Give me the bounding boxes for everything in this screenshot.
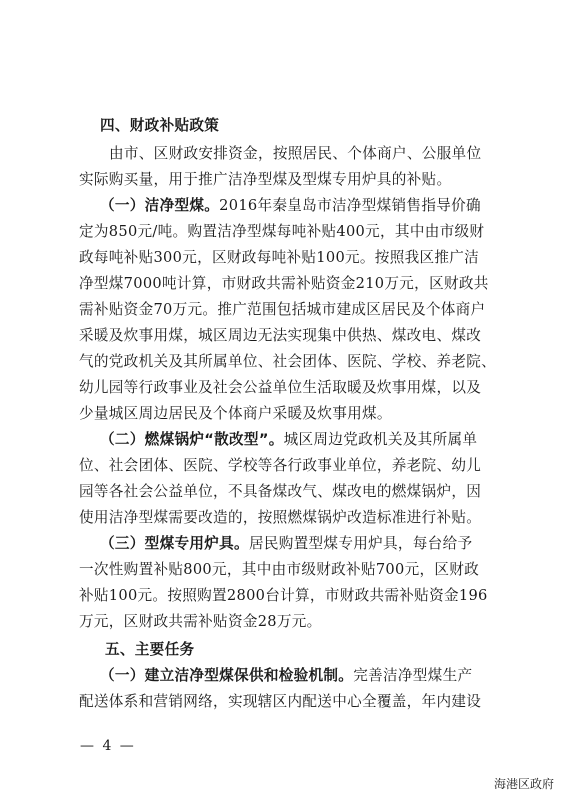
item-title: （一）洁净型煤。 — [100, 197, 220, 214]
paragraph-line: 实际购买量，用于推广洁净型煤及型煤专用炉具的补贴。 — [79, 171, 452, 188]
paragraph-line: 由市、区财政安排资金，按照居民、个体商户、公服单位 — [109, 145, 482, 162]
paragraph-line — [100, 666, 530, 686]
item-text: 城区周边党政机关及其所属单 — [283, 431, 478, 448]
item-text: 2016年秦皇岛市洁净型煤销售指导价确 — [219, 197, 481, 214]
paragraph-line: 使用洁净型煤需要改造的，按照燃煤锅炉改造标准进行补贴。 — [79, 509, 482, 526]
paragraph-line: 园等各社会公益单位，不具备煤改气、煤改电的燃煤锅炉，因 — [79, 483, 482, 500]
section-heading-5: 五、主要任务 — [105, 641, 195, 658]
paragraph-line: 净型煤7000吨计算，市财政共需补贴资金210万元，区财政共 — [79, 275, 489, 292]
item-text: 完善洁净型煤生产 — [353, 667, 473, 684]
paragraph-line: 一次性购置补贴800元，其中由市级财政补贴700元，区财政 — [79, 561, 480, 578]
item-title: （三）型煤专用炉具。 — [100, 535, 249, 552]
page-number: — 4 — — [80, 738, 136, 754]
paragraph-line: 政每吨补贴300元，区财政每吨补贴100元。按照我区推广洁 — [79, 249, 480, 266]
item-title: （二）燃煤锅炉“散改型”。 — [100, 431, 284, 448]
paragraph-line: 需补贴资金70万元。推广范围包括城市建成区居民及个体商户 — [79, 301, 486, 318]
paragraph-line: 采暖及炊事用煤，城区周边无法实现集中供热、煤改电、煤改 — [79, 327, 482, 344]
paragraph-line: 配送体系和营销网络，实现辖区内配送中心全覆盖，年内建设 — [79, 693, 482, 710]
item-text: 居民购置型煤专用炉具，每台给予 — [248, 535, 473, 552]
paragraph-line: 定为850元/吨。购置洁净型煤每吨补贴400元，其中由市级财 — [79, 223, 485, 240]
paragraph-line — [100, 534, 530, 554]
paragraph-line: 幼儿园等行政事业及社会公益单位生活取暖及炊事用煤，以及 — [79, 379, 482, 396]
paragraph-line — [100, 196, 530, 216]
paragraph-line: 气的党政机关及其所属单位、社会团体、医院、学校、养老院、 — [79, 353, 497, 370]
item-title: （一）建立洁净型煤保供和检验机制。 — [100, 667, 354, 684]
paragraph-line: 位、社会团体、医院、学校等各行政事业单位，养老院、幼儿 — [79, 457, 482, 474]
section-heading-4: 四、财政补贴政策 — [100, 117, 220, 134]
watermark-label: 海港区政府 — [493, 777, 554, 791]
paragraph-line: 补贴100元。按照购置2800台计算，市财政共需补贴资金196 — [79, 587, 488, 604]
paragraph-line — [100, 430, 530, 450]
paragraph-line: 少量城区周边居民及个体商户采暖及炊事用煤。 — [79, 405, 392, 422]
paragraph-line: 万元，区财政共需补贴资金28万元。 — [79, 613, 322, 630]
